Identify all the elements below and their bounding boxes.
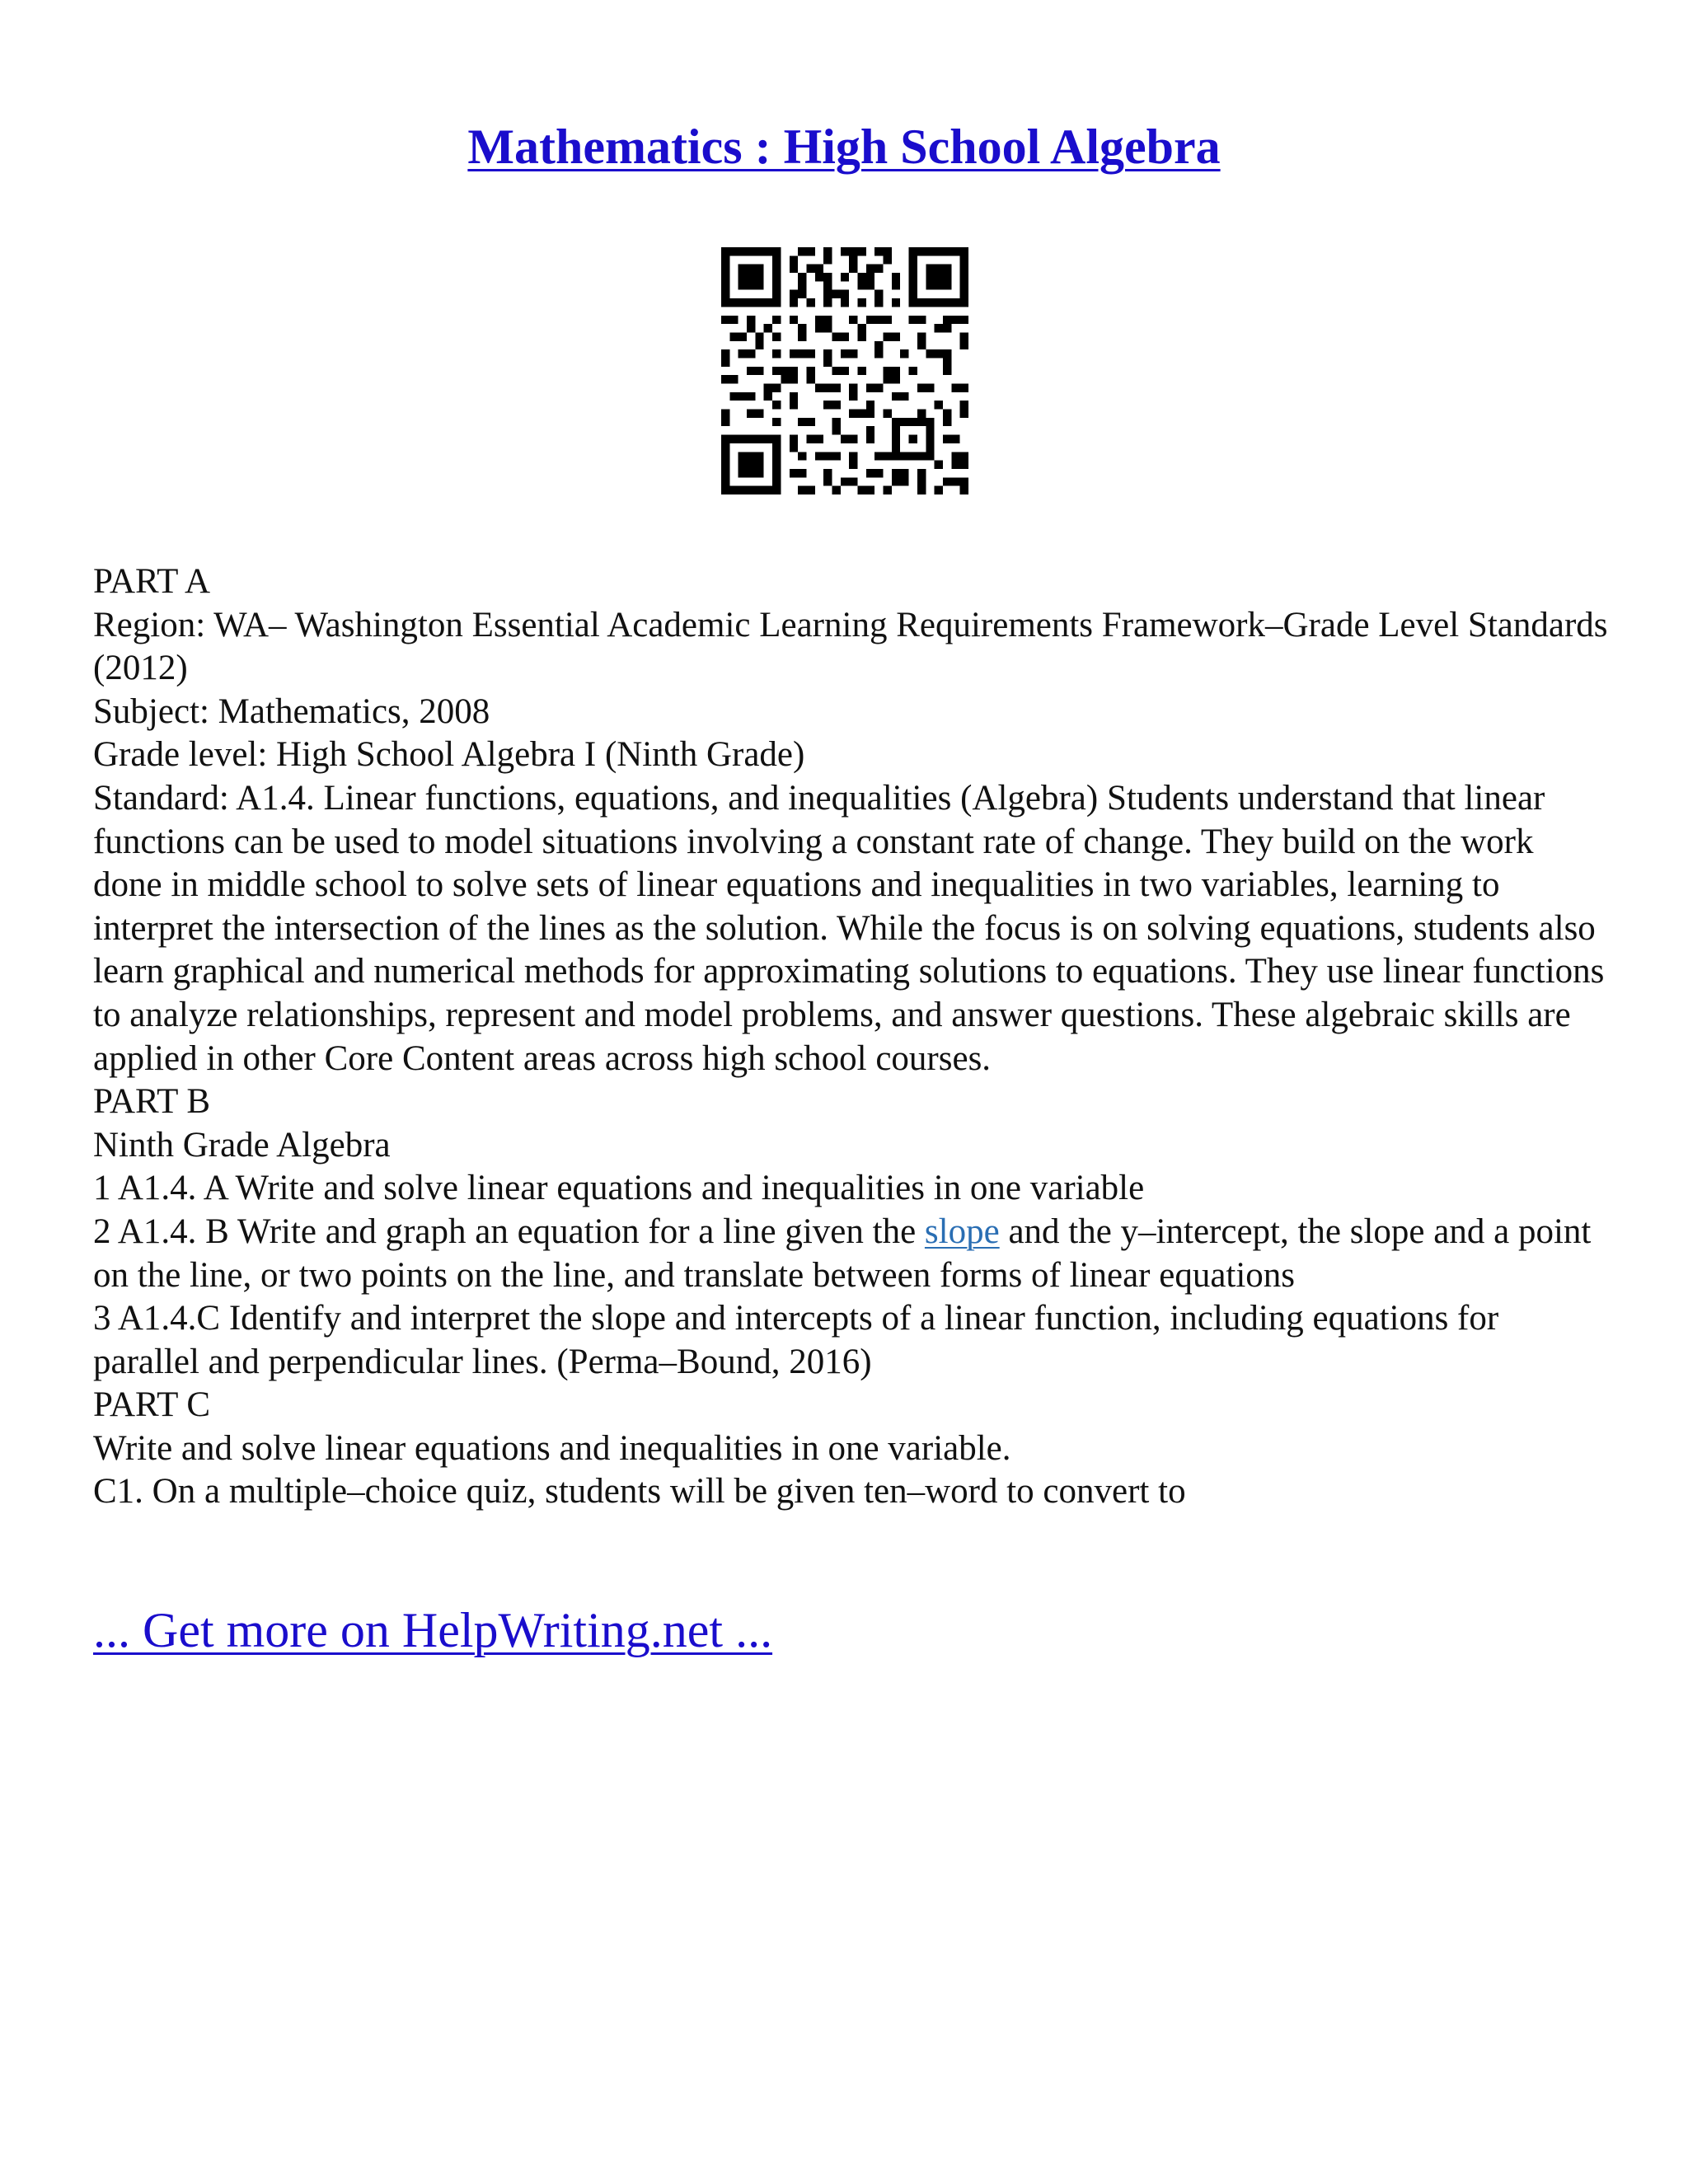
- region-text: Region: WA– Washington Essential Academic Learning Requirements Framework–Grade Level Standards (2012): [93, 605, 1608, 688]
- title-link[interactable]: Mathematics : High School Algebra: [467, 120, 1221, 174]
- slope-link[interactable]: slope: [924, 1212, 1000, 1251]
- standard-item-3: 3 A1.4.C Identify and interpret the slope and intercepts of a linear function, including equations for parallel and perpendicular lines. (Perma–Bound, 2016): [93, 1299, 1499, 1381]
- part-c-line-1: Write and solve linear equations and inequalities in one variable.: [93, 1428, 1011, 1468]
- more-link-container: [93, 1599, 772, 1661]
- grade-level-text: Grade level: High School Algebra I (Ninth Grade): [93, 735, 805, 775]
- page-title: [0, 114, 1688, 180]
- part-b-heading: PART B: [93, 1082, 211, 1122]
- part-c-heading: PART C: [93, 1385, 211, 1425]
- standard-item-2: [93, 1211, 1610, 1297]
- qr-code-icon: [721, 247, 968, 494]
- get-more-link[interactable]: ... Get more on HelpWriting.net ...: [93, 1603, 773, 1657]
- subject-text: Subject: Mathematics, 2008: [93, 691, 490, 731]
- part-b-subheading: Ninth Grade Algebra: [93, 1125, 391, 1165]
- part-c-line-2: C1. On a multiple–choice quiz, students will be given ten–word to convert to: [93, 1472, 1186, 1511]
- item-2-text-before: 2 A1.4. B Write and graph an equation for a line given the: [93, 1212, 925, 1251]
- document-body: [93, 560, 1610, 1514]
- standard-item-1: 1 A1.4. A Write and solve linear equations and inequalities in one variable: [93, 1169, 1145, 1208]
- part-a-heading: PART A: [93, 562, 211, 601]
- standard-paragraph: Standard: A1.4. Linear functions, equations, and inequalities (Algebra) Students understand that linear functions can be used to model situations involving a constant rate of change. They build on the work done in middle school to solve sets of linear equations and inequalities in two variables, learning to interpret the intersection of the lines as the solution. While the focus is on solving equations, students also learn graphical and numerical methods for approximating solutions to equations. They use linear functions to analyze relationships, represent and model problems, and answer questions. These algebraic skills are applied in other Core Content areas across high school courses.: [93, 778, 1605, 1078]
- item-2-text-after: and the y–intercept, the slope and a point on the line, or two points on the line, and translate between forms of linear equations: [93, 1212, 1592, 1295]
